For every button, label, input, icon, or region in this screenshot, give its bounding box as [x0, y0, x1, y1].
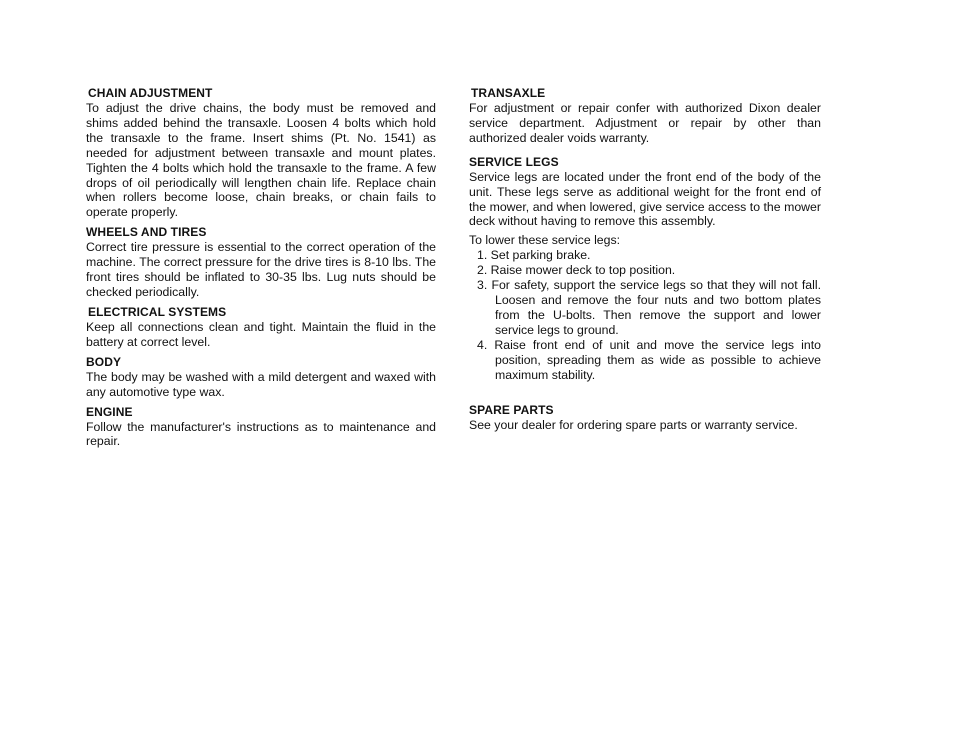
- section-transaxle: [469, 86, 821, 146]
- list-item: 3. For safety, support the service legs so that they will not fall. Loosen and remove the four nuts and two bottom plates from the U-bolts. Then remove the support and lower service legs to ground.: [477, 278, 821, 337]
- text-chain-adjustment: To adjust the drive chains, the body must be removed and shims added behind the transaxle. Loosen 4 bolts which hold the transaxle to the frame. Insert shims (Pt. No. 1541) as needed for adjustment between transaxle and mount plates. Tighten the 4 bolts which hold the transaxle to the frame. A few drops of oil periodically will lengthen chain life. Replace chain when rollers become loose, chain breaks, or chain fails to operate properly.: [86, 101, 436, 220]
- heading-chain-adjustment: CHAIN ADJUSTMENT: [88, 86, 213, 100]
- section-electrical-systems: [86, 305, 436, 350]
- heading-wheels-and-tires: WHEELS AND TIRES: [86, 225, 207, 240]
- text-engine: Follow the manufacturer's instructions as to maintenance and repair.: [86, 419, 436, 449]
- right-column: [469, 86, 821, 442]
- section-wheels-and-tires: [86, 225, 436, 300]
- left-column: [86, 86, 436, 454]
- text-transaxle: For adjustment or repair confer with authorized Dixon dealer service department. Adjustment or repair by other than authorized dealer voids warranty.: [469, 101, 821, 145]
- heading-service-legs: SERVICE LEGS: [469, 154, 559, 169]
- heading-engine: ENGINE: [86, 404, 133, 419]
- heading-electrical-systems: ELECTRICAL SYSTEMS: [88, 304, 227, 319]
- heading-transaxle: TRANSAXLE: [471, 86, 546, 100]
- section-service-legs: [469, 155, 821, 383]
- section-engine: [86, 405, 436, 450]
- list-item: 2. Raise mower deck to top position.: [477, 263, 676, 278]
- text-body: The body may be washed with a mild detergent and waxed with any automotive type wax.: [86, 369, 436, 399]
- section-body: [86, 355, 436, 400]
- list-item: 4. Raise front end of unit and move the service legs into position, spreading them as wide as possible to achieve maximum stability.: [477, 337, 821, 382]
- text-wheels-and-tires: Correct tire pressure is essential to the correct operation of the machine. The correct pressure for the drive tires is 8-10 lbs. The front tires should be inflated to 30-35 lbs. Lug nuts should be checked periodically.: [86, 240, 436, 299]
- list-item: 1. Set parking brake.: [477, 248, 591, 263]
- text-spare-parts: See your dealer for ordering spare parts or warranty service.: [469, 418, 798, 433]
- section-chain-adjustment: [86, 86, 436, 220]
- spacer: [469, 391, 821, 403]
- text-electrical-systems: Keep all connections clean and tight. Maintain the fluid in the battery at correct level.: [86, 319, 436, 349]
- heading-spare-parts: SPARE PARTS: [469, 403, 554, 418]
- section-spare-parts: [469, 403, 821, 433]
- heading-body: BODY: [86, 354, 122, 369]
- service-legs-steps: [469, 248, 821, 382]
- text-service-legs-intro: To lower these service legs:: [469, 233, 621, 248]
- text-service-legs: Service legs are located under the front end of the body of the unit. These legs serve as additional weight for the front end of the mower, and when lowered, give service access to the mower deck without having to remove this assembly.: [469, 169, 821, 229]
